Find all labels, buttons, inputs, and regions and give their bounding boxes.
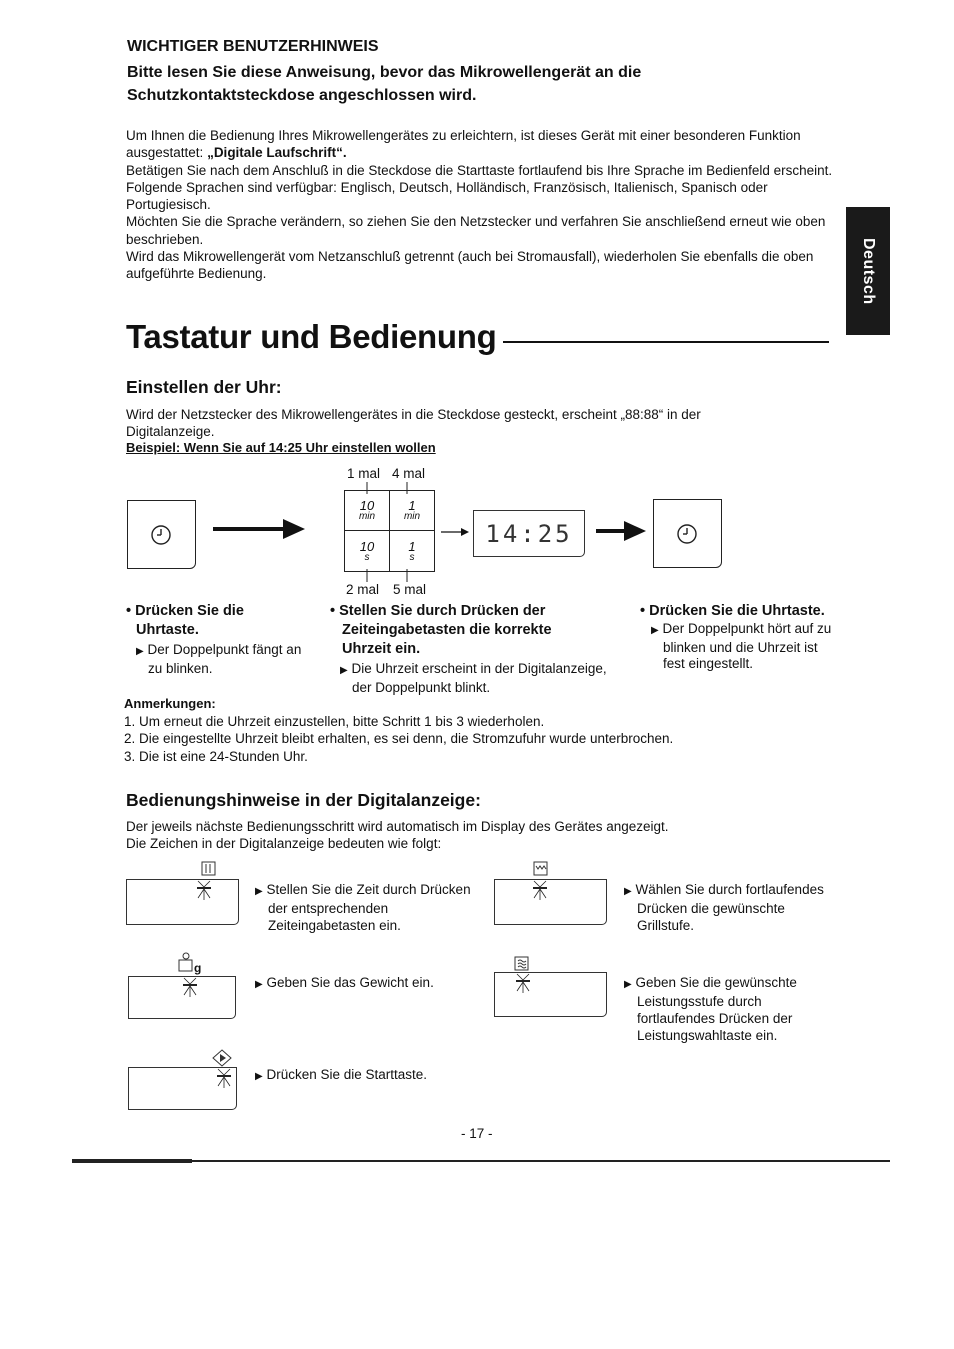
page-number: - 17 - — [461, 1126, 493, 1141]
display-time: 14:25 — [485, 520, 573, 548]
count-bottom-1: 2 mal — [346, 582, 380, 597]
blinking-indicator-icon — [508, 973, 538, 997]
clock-heading: Einstellen der Uhr: — [126, 377, 282, 397]
triangle-bullet-icon: ▶ — [624, 886, 632, 897]
triangle-bullet-icon: ▶ — [255, 979, 263, 990]
notice-paragraph-2: Betätigen Sie nach dem Anschluß in die Steckdose die Starttaste fortlaufend bis Ihre Sprache im Bedienfeld erscheint. Folgende Sprachen sind verfügbar: Englisch, Deutsch, Holländisch, Französisch, Italienisch, Spanisch oder Portugiesisch. — [126, 162, 833, 213]
small-arrow-right-icon — [441, 527, 469, 537]
clock-button-left[interactable] — [127, 500, 196, 569]
start-icon — [212, 1049, 232, 1067]
note-2: 2. Die eingestellte Uhrzeit bleibt erhalten, es sei denn, die Stromzufuhr wurde unterbrochen. — [124, 731, 674, 746]
notice-subheading: Bitte lesen Sie diese Anweisung, bevor das Mikrowellengerät an die Schutzkontaktsteckdose angeschlossen wird. — [127, 64, 642, 104]
weight-hint-display — [128, 976, 236, 1019]
display-hints-heading: Bedienungshinweise in der Digitalanzeige: — [126, 790, 481, 810]
triangle-bullet-icon: ▶ — [340, 665, 348, 676]
step-2-title: • Stellen Sie durch Drücken der Zeiteingabetasten die korrekte Uhrzeit ein. — [330, 603, 552, 657]
triangle-bullet-icon: ▶ — [651, 625, 659, 636]
key-1-s[interactable]: 1 s — [408, 539, 416, 563]
language-tab-label: Deutsch — [860, 237, 877, 305]
blinking-indicator-icon — [175, 977, 205, 1001]
notice-paragraph-3: Möchten Sie die Sprache verändern, so ziehen Sie den Netzstecker und verfahren Sie anschließend erneut wie oben beschrieben. — [126, 214, 826, 247]
step-2 — [330, 602, 610, 696]
triangle-bullet-icon: ▶ — [136, 646, 144, 657]
step-2-text: ▶ Die Uhrzeit erscheint in der Digitalanzeige, der Doppelpunkt blinkt. — [340, 661, 607, 695]
start-hint-text: ▶ Drücken Sie die Starttaste. — [255, 1067, 428, 1082]
count-top-1: 1 mal — [347, 466, 381, 481]
weight-hint-text: ▶ Geben Sie das Gewicht ein. — [255, 975, 434, 990]
blinking-indicator-icon — [189, 880, 219, 904]
footer-rule-thick — [72, 1159, 192, 1163]
notice-text — [126, 127, 856, 283]
time-hint-display — [126, 879, 239, 925]
step-3-text: ▶ Der Doppelpunkt hört auf zu blinken und die Uhrzeit ist fest eingestellt. — [651, 621, 832, 671]
notice-paragraph-4: Wird das Mikrowellengerät vom Netzanschluß getrennt (auch bei Stromausfall), wiederholen Sie ebenfalls die oben aufgeführte Bedienung. — [126, 249, 814, 282]
clock-notes — [124, 695, 673, 765]
count-top-2: 4 mal — [392, 466, 426, 481]
time-hint-text: ▶ Stellen Sie die Zeit durch Drücken der entsprechenden Zeiteingabetasten ein. — [255, 882, 471, 933]
timer-icon — [201, 861, 217, 877]
notes-heading: Anmerkungen: — [124, 696, 216, 711]
start-hint-display — [128, 1067, 237, 1110]
step-1-title: • Drücken Sie die Uhrtaste. — [126, 603, 244, 638]
footer-rule — [72, 1160, 890, 1162]
step-3 — [640, 602, 840, 673]
clock-intro: Wird der Netzstecker des Mikrowellengerätes in die Steckdose gesteckt, erscheint „88:88“ in der Digitalanzeige. — [126, 407, 701, 439]
key-10-s[interactable]: 10 s — [359, 539, 375, 563]
blinking-indicator-icon — [525, 880, 555, 904]
note-1: 1. Um erneut die Uhrzeit einzustellen, bitte Schritt 1 bis 3 wiederholen. — [124, 713, 545, 729]
count-bottom-2: 5 mal — [393, 582, 427, 597]
triangle-bullet-icon: ▶ — [255, 886, 263, 897]
power-level-icon — [514, 956, 530, 972]
triangle-bullet-icon: ▶ — [624, 979, 632, 990]
note-3: 3. Die ist eine 24-Stunden Uhr. — [124, 748, 308, 764]
digital-display — [473, 510, 585, 557]
step-1-text: ▶ Der Doppelpunkt fängt an zu blinken. — [136, 642, 302, 676]
blinking-indicator-icon — [209, 1068, 239, 1092]
grill-hint-display — [494, 879, 607, 925]
step-1 — [126, 602, 306, 677]
key-1-min[interactable]: 1 min — [403, 498, 421, 522]
weight-unit: g — [194, 961, 202, 975]
arrow-right-icon-2 — [596, 520, 646, 542]
triangle-bullet-icon: ▶ — [255, 1071, 263, 1082]
key-10-min[interactable]: 10 min — [358, 498, 376, 522]
clock-button-right[interactable] — [653, 499, 722, 568]
arrow-right-icon — [213, 518, 305, 540]
display-hints-intro: Der jeweils nächste Bedienungsschritt wird automatisch im Display des Gerätes angezeigt. Die Zeichen in der Digitalanzeige bedeuten wie folgt: — [126, 819, 669, 851]
power-hint-text: ▶ Geben Sie die gewünschte Leistungsstufe durch fortlaufendes Drücken der Leistungswahltaste ein. — [624, 975, 797, 1043]
clock-example: Beispiel: Wenn Sie auf 14:25 Uhr einstellen wollen — [126, 440, 436, 455]
weight-icon — [178, 951, 194, 973]
grill-icon — [533, 861, 549, 877]
notice-paragraph-1: Um Ihnen die Bedienung Ihres Mikrowellengerätes zu erleichtern, ist dieses Gerät mit einer besonderen Funktion ausgestattet: „Digitale Laufschrift“. — [126, 128, 801, 161]
notice-heading: WICHTIGER BENUTZERHINWEIS — [127, 38, 379, 55]
language-tab — [846, 207, 890, 335]
clock-icon — [128, 501, 195, 568]
grill-hint-text: ▶ Wählen Sie durch fortlaufendes Drücken die gewünschte Grillstufe. — [624, 882, 824, 933]
step-3-title: • Drücken Sie die Uhrtaste. — [640, 603, 825, 619]
digital-scroll-label: „Digitale Laufschrift“. — [207, 145, 347, 161]
clock-icon — [654, 500, 721, 567]
title-rule — [503, 341, 829, 343]
power-hint-display — [494, 972, 607, 1017]
page-title: Tastatur und Bedienung — [126, 318, 497, 355]
